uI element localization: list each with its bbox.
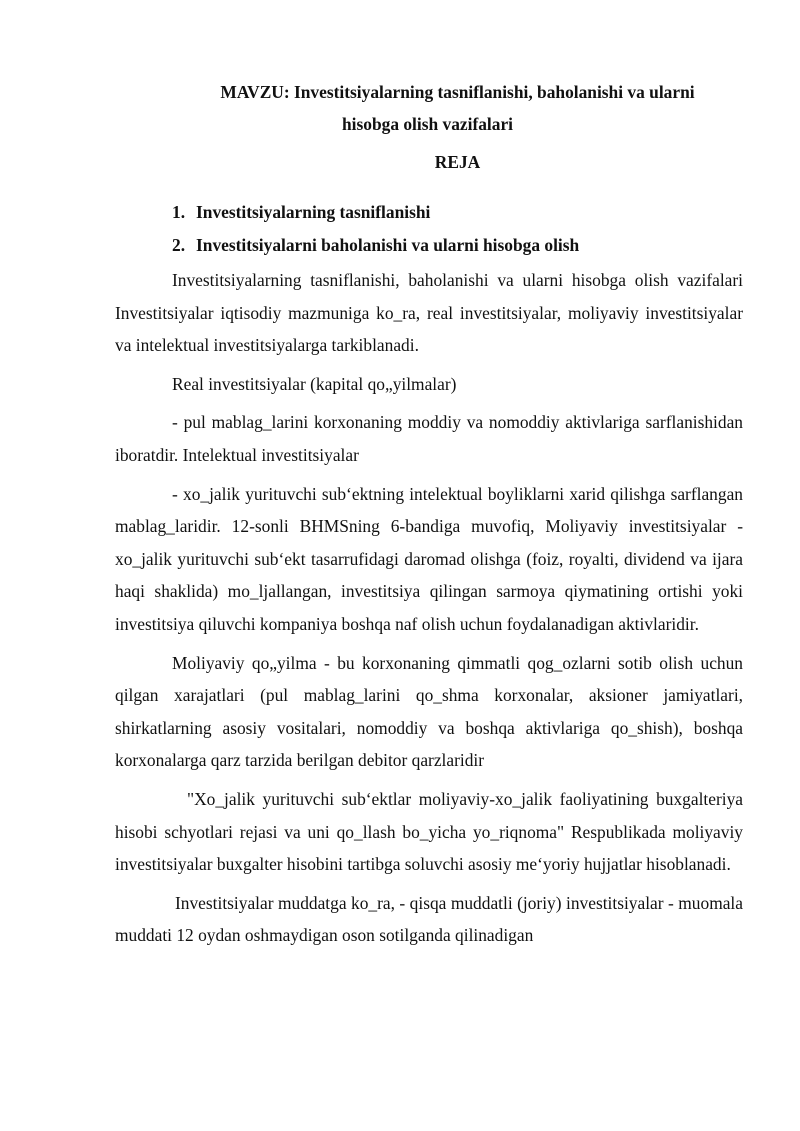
plan-item <box>172 196 579 229</box>
plan-item-text: Investitsiyalarning tasniflanishi <box>196 202 431 222</box>
plan-heading: REJA <box>434 152 481 172</box>
body-paragraph: "Xo_jalik yurituvchi sub‘ektlar moliyaviy-xo_jalik faoliyatining buxgalteriya hisobi schyotlari rejasi va uni qo_llash bo_yicha yo_riqnoma" Respublikada moliyaviy investitsiyalar buxgalter hisobini tartibga soluvchi asosiy me‘yoriy hujjatlar hisoblanadi. <box>115 788 743 875</box>
plan-item-number: 2. <box>172 235 186 255</box>
title-line-2: hisobga olish vazifalari <box>341 114 514 134</box>
body-paragraph: Real investitsiyalar (kapital qo„yilmalar) <box>172 373 457 394</box>
plan-item-number: 1. <box>172 202 186 222</box>
plan-item <box>172 229 579 262</box>
page-title <box>0 76 800 140</box>
body-paragraph: Investitsiyalarning tasniflanishi, baholanishi va ularni hisobga olish vazifalari Investitsiyalar iqtisodiy mazmuniga ko_ra, real investitsiyalar, moliyaviy investitsiyalar va intelektual investitsiyalarga tarkiblanadi. <box>115 270 743 356</box>
title-line-1: MAVZU: Investitsiyalarning tasniflanishi, baholanishi va ularni <box>220 82 695 102</box>
document-body <box>115 264 743 958</box>
body-paragraph: - xo_jalik yurituvchi sub‘ektning intelektual boyliklarni xarid qilishga sarflangan mablag_laridir. 12-sonli BHMSning 6-bandiga muvofiq, Moliyaviy investitsiyalar -xo_jalik yurituvchi sub‘ekt tasarrufidagi daromad olishga (foiz, royalti, dividend va ijara haqi shaklida) mo_ljallangan, investitsiya qilingan sarmoya qiymatining ortishi yoki investitsiya qiluvchi kompaniya boshqa naf olish uchun foydalanadigan aktivlaridir. <box>115 483 743 634</box>
body-paragraph: - pul mablag_larini korxonaning moddiy va nomoddiy aktivlariga sarflanishidan iboratdir. Intelektual investitsiyalar <box>115 412 743 465</box>
plan-list <box>172 196 579 262</box>
body-paragraph: Moliyaviy qo„yilma - bu korxonaning qimmatli qog_ozlarni sotib olish uchun qilgan xarajatlari (pul mablag_larini qo_shma korxonalar, aksioner jamiyatlari, shirkatlarning asosiy vositalari, nomoddiy va boshqa aktivlariga qo_shish), boshqa korxonalarga qarz tarzida berilgan debitor qarzlaridir <box>115 652 743 771</box>
plan-item-text: Investitsiyalarni baholanishi va ularni hisobga olish <box>196 235 580 255</box>
body-paragraph: Investitsiyalar muddatga ko_ra, - qisqa muddatli (joriy) investitsiyalar - muomala muddati 12 oydan oshmaydigan oson sotilganda qilinadigan <box>115 892 743 946</box>
